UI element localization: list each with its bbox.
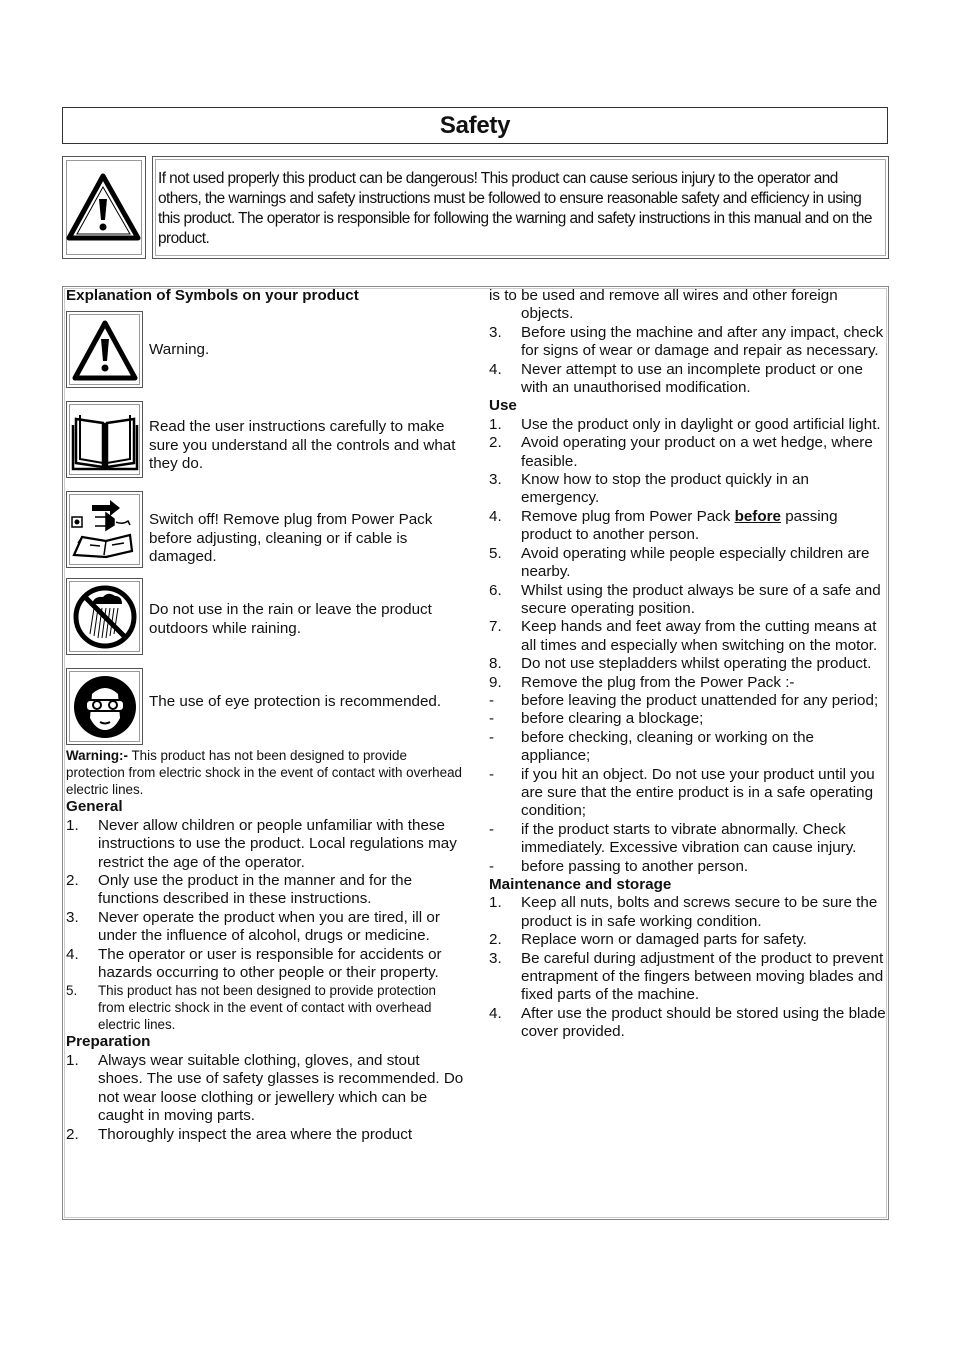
list-item [66,872,466,909]
list-text: Whilst using the product always be sure of a safe and secure operating position. [521,581,881,617]
list-number: - [489,728,495,746]
list-text: before passing to another person. [521,857,749,875]
list-item [489,324,887,361]
list-text: Avoid operating your product on a wet hedge, where feasible. [521,434,873,470]
list-number: 1. [489,415,502,433]
list-item [489,821,887,858]
emphasis-before: before [734,507,781,525]
list-number: 4. [489,1004,502,1022]
warning-triangle-icon [70,315,140,385]
right-column [489,287,887,1042]
list-text: Keep all nuts, bolts and screws secure to be sure the product is in safe working condition. [521,894,878,930]
list-item [489,674,887,692]
list-text: This product has not been designed to provide protection from electric shock in the event of contact with overhead electric lines. [98,983,436,1033]
list-number: 4. [489,507,502,525]
list-item [66,817,466,872]
list-item [489,434,887,471]
list-number: - [489,820,495,838]
list-text: Remove the plug from the Power Pack :- [521,673,795,691]
list-item [66,1126,466,1144]
list-number: 3. [66,908,79,926]
symbol-text-manual: Read the user instructions carefully to make sure you understand all the controls and what they do. [149,418,456,473]
list-number: 4. [66,945,79,963]
list-item [66,946,466,983]
list-item [489,950,887,1005]
list-number: 5. [66,983,78,999]
page-title: Safety [439,112,511,139]
list-item [489,931,887,949]
list-number: 8. [489,655,502,673]
maintenance-list [489,894,887,1041]
list-number: 2. [489,931,502,949]
list-item [489,1005,887,1042]
list-number: 3. [489,323,502,341]
intro-text: If not used properly this product can be dangerous! This product can cause serious injury to the operator and others, the warnings and safety instructions must be followed to ensure reasonable safety and efficiency in using this product. The operator is responsible for following the warning and safety instructions in this manual and on the product. [155,159,886,256]
list-item [489,710,887,728]
manual-symbol-frame [66,401,143,478]
use-heading: Use [489,397,517,415]
list-text: Remove plug from Power Pack [521,507,735,525]
list-item [489,582,887,619]
list-item [489,729,887,766]
use-dash-list [489,692,887,876]
list-number: - [489,765,495,783]
list-text: before clearing a blockage; [521,710,704,728]
list-number: 2. [66,1125,79,1143]
continuation-line: objects. [521,305,574,323]
list-item [489,545,887,582]
list-number: - [489,710,495,728]
list-text: Always wear suitable clothing, gloves, and stout shoes. The use of safety glasses is recommended. Do not wear loose clothing or jewellery which can be caught in moving parts. [98,1051,464,1125]
list-number: 1. [66,816,79,834]
list-text: Never allow children or people unfamiliar with these instructions to use the product. Local regulations may restrict the age of the operator. [98,816,457,871]
list-number: 9. [489,673,502,691]
list-number: 6. [489,581,502,599]
list-text: before leaving the product unattended for any period; [521,691,879,709]
list-number: 3. [489,471,502,489]
list-text: if the product starts to vibrate abnormally. Check immediately. Excessive vibration can cause injury. [521,820,857,857]
list-text: Know how to stop the product quickly in an emergency. [521,471,809,507]
general-heading: General [66,798,123,816]
rain-symbol-frame [66,578,143,655]
list-text: Replace worn or damaged parts for safety. [521,931,807,949]
list-text: Before using the machine and after any impact, check for signs of wear or damage and repair as necessary. [521,323,884,360]
general-list [66,817,466,1034]
list-text: The operator or user is responsible for accidents or hazards occurring to other people or their property. [98,945,442,982]
list-text: before checking, cleaning or working on the appliance; [521,728,814,765]
symbol-row-unplug [66,491,466,578]
unplug-icon [70,495,140,565]
warning-triangle-icon [62,156,146,259]
list-item [489,416,887,434]
symbol-text-unplug: Switch off! Remove plug from Power Pack before adjusting, cleaning or if cable is damaged. [149,511,433,566]
list-text: if you hit an object. Do not use your product until you are sure that the entire product is in a safe operating condition; [521,765,875,820]
list-item [489,894,887,931]
list-item [66,1052,466,1126]
symbol-text-eye: The use of eye protection is recommended. [149,693,442,711]
symbol-row-rain [66,578,466,668]
list-item [489,508,887,545]
list-number: 2. [66,872,79,890]
eye-protection-icon [70,672,140,742]
list-text: passing product to another person. [521,507,838,544]
warning-symbol-frame [66,311,143,388]
list-number: - [489,691,495,709]
warning-note [66,747,466,798]
list-number: 4. [489,360,502,378]
list-item [489,618,887,655]
list-number: 1. [489,894,502,912]
preparation-list-continued [489,324,887,398]
title-box [62,107,888,144]
list-item [66,909,466,946]
list-item [489,858,887,876]
list-number: 5. [489,544,502,562]
no-rain-icon [70,582,140,652]
list-number: 3. [489,949,502,967]
list-text: Never attempt to use an incomplete product or one with an unauthorised modification. [521,360,863,397]
symbol-text-warning: Warning. [149,341,210,359]
list-text: Keep hands and feet away from the cutting means at all times and especially when switching on the motor. [521,618,878,654]
intro-warning-icon-box [62,156,146,259]
list-text: Never operate the product when you are tired, ill or under the influence of alcohol, drugs or medicine. [98,908,440,945]
warning-note-label: Warning:- [66,748,128,764]
symbol-text-rain: Do not use in the rain or leave the product outdoors while raining. [149,601,432,637]
list-number: 2. [489,434,502,452]
list-item [489,471,887,508]
list-number: 1. [66,1051,79,1069]
open-book-icon [70,405,140,475]
list-text: Thoroughly inspect the area where the product [98,1125,413,1143]
list-item [489,766,887,821]
symbols-heading: Explanation of Symbols on your product [66,287,359,304]
symbol-row-warning [66,311,466,401]
intro-box [152,156,889,259]
list-item [489,692,887,710]
list-item [489,655,887,673]
list-text: Avoid operating while people especially children are nearby. [521,544,870,581]
preparation-heading: Preparation [66,1033,151,1051]
symbol-row-eye [66,668,466,749]
use-list-continued [489,545,887,692]
warning-note-text: This product has not been designed to provide protection from electric shock in the event of contact with overhead electric lines. [66,748,462,798]
preparation-continuation [489,287,887,324]
list-number: 7. [489,618,502,636]
use-list [489,416,887,508]
list-number: - [489,857,495,875]
list-text: Do not use stepladders whilst operating the product. [521,655,872,673]
list-text: Be careful during adjustment of the product to prevent entrapment of the fingers between moving blades and fixed parts of the machine. [521,949,884,1004]
symbol-row-manual [66,401,466,491]
list-item [66,982,466,1033]
preparation-list [66,1052,466,1144]
continuation-line: is to be used and remove all wires and other foreign [489,287,838,304]
list-item [489,361,887,398]
left-column [66,287,466,1144]
maintenance-heading: Maintenance and storage [489,876,672,893]
list-text: After use the product should be stored using the blade cover provided. [521,1004,886,1041]
list-text: Only use the product in the manner and for the functions described in these instructions. [98,872,413,908]
unplug-symbol-frame [66,491,143,568]
list-text: Use the product only in daylight or good artificial light. [521,415,881,433]
eye-symbol-frame [66,668,143,745]
